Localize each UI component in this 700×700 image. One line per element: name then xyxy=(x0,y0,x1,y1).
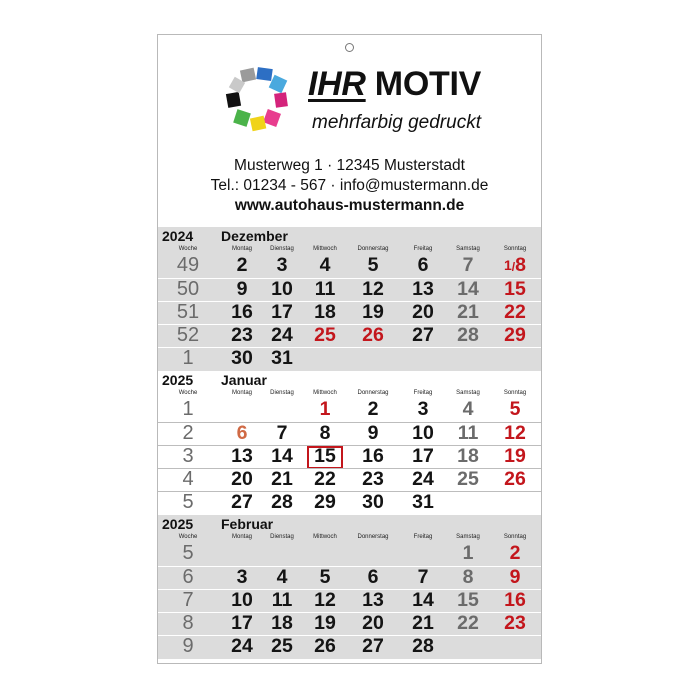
advertising-header xyxy=(158,35,541,227)
wall-calendar xyxy=(157,34,542,664)
week-row xyxy=(158,445,541,469)
day-number: 17 xyxy=(412,445,434,467)
day-number: 22 xyxy=(457,612,479,634)
day-number: 6 xyxy=(417,254,429,276)
day-number: 26 xyxy=(362,324,384,346)
day-number: 8 xyxy=(319,422,331,444)
week-number: 2 xyxy=(182,422,194,444)
day-number: 3 xyxy=(236,566,248,588)
day-number: 5 xyxy=(367,254,379,276)
week-number: 8 xyxy=(182,612,194,634)
week-number: 4 xyxy=(182,468,194,490)
day-number: 13 xyxy=(362,589,384,611)
day-number: 2 xyxy=(236,254,248,276)
year-label: 2025 xyxy=(162,372,194,388)
week-number: 5 xyxy=(182,542,194,564)
website-link[interactable]: www.autohaus-mustermann.de xyxy=(234,197,465,214)
day-number: 11 xyxy=(457,422,479,444)
day-number: 21 xyxy=(412,612,434,634)
week-row xyxy=(158,324,541,348)
day-number: 28 xyxy=(412,635,434,657)
day-number: 9 xyxy=(509,566,521,588)
year-label: 2024 xyxy=(162,228,194,244)
weekday-header: Woche xyxy=(178,246,198,252)
day-number: 1 xyxy=(462,542,474,564)
contact-line: Tel.: 01234 - 567 · info@mustermann.de xyxy=(210,177,489,194)
week-number: 5 xyxy=(182,491,194,513)
day-number: $^1$/8 xyxy=(504,254,526,276)
day-number: 24 xyxy=(412,468,434,490)
day-number: 27 xyxy=(231,491,253,513)
day-number: 5 xyxy=(509,398,521,420)
day-number: 6 xyxy=(367,566,379,588)
day-number: 3 xyxy=(417,398,429,420)
week-number: 51 xyxy=(176,301,200,323)
day-number: 8 xyxy=(462,566,474,588)
day-number: 20 xyxy=(412,301,434,323)
logo-subtitle: mehrfarbig gedruckt xyxy=(312,112,481,133)
weekday-header: Montag xyxy=(231,390,253,396)
day-number: 9 xyxy=(367,422,379,444)
day-number: 18 xyxy=(271,612,293,634)
day-number: 3 xyxy=(276,254,288,276)
day-number: 14 xyxy=(457,278,479,300)
day-number: 30 xyxy=(231,347,253,369)
weekday-header: Freitag xyxy=(413,534,433,540)
day-number: 7 xyxy=(417,566,429,588)
week-row xyxy=(158,255,541,278)
day-number: 11 xyxy=(314,278,336,300)
day-number: 18 xyxy=(314,301,336,323)
day-number: 4 xyxy=(276,566,288,588)
day-number: 7 xyxy=(462,254,474,276)
weekday-header: Dienstag xyxy=(270,246,294,252)
weekday-header: Freitag xyxy=(413,246,433,252)
weekday-header: Mittwoch xyxy=(313,390,337,396)
year-label: 2025 xyxy=(162,516,194,532)
month-name: Februar xyxy=(221,516,274,532)
week-row xyxy=(158,589,541,613)
day-number: 5 xyxy=(319,566,331,588)
day-number: 16 xyxy=(504,589,526,611)
day-number: 31 xyxy=(271,347,293,369)
day-number: 25 xyxy=(314,324,336,346)
today-marker xyxy=(307,446,343,469)
day-number: 19 xyxy=(362,301,384,323)
weekday-header: Montag xyxy=(231,534,253,540)
month-name: Januar xyxy=(221,372,267,388)
week-number: 3 xyxy=(182,445,194,467)
day-number: 15 xyxy=(504,278,526,300)
day-number: 7 xyxy=(276,422,288,444)
day-number: 1 xyxy=(319,398,331,420)
logo-title-em: IHR xyxy=(308,65,366,103)
day-number: 22 xyxy=(504,301,526,323)
day-number: 4 xyxy=(462,398,474,420)
week-row xyxy=(158,399,541,422)
weekday-header: Sonntag xyxy=(503,390,527,396)
day-number: 24 xyxy=(271,324,293,346)
day-number: 15 xyxy=(314,445,336,467)
month-block xyxy=(158,371,541,515)
day-number: 28 xyxy=(457,324,479,346)
day-number: 27 xyxy=(362,635,384,657)
day-number: 27 xyxy=(412,324,434,346)
weekday-header: Donnerstag xyxy=(357,534,389,540)
day-number: 10 xyxy=(231,589,253,611)
weekday-header: Dienstag xyxy=(270,390,294,396)
weekday-header: Donnerstag xyxy=(357,390,389,396)
day-number: 17 xyxy=(231,612,253,634)
weekday-header: Mittwoch xyxy=(313,246,337,252)
month-block xyxy=(158,515,541,659)
day-number: 24 xyxy=(231,635,253,657)
day-number: 21 xyxy=(271,468,293,490)
logo-icon xyxy=(225,67,289,133)
day-number: 12 xyxy=(504,422,526,444)
week-row xyxy=(158,278,541,302)
logo-title xyxy=(308,65,481,104)
weekday-header: Dienstag xyxy=(270,534,294,540)
day-number: 16 xyxy=(362,445,384,467)
weekday-header: Samstag xyxy=(456,534,480,540)
day-number: 16 xyxy=(231,301,253,323)
week-number: 9 xyxy=(182,635,194,657)
month-name: Dezember xyxy=(221,228,288,244)
day-number: 10 xyxy=(271,278,293,300)
day-number: 20 xyxy=(362,612,384,634)
address-line: Musterweg 1 · 12345 Musterstadt xyxy=(234,157,465,174)
day-number: 13 xyxy=(412,278,434,300)
day-number: 20 xyxy=(231,468,253,490)
day-number: 13 xyxy=(231,445,253,467)
weekday-header: Mittwoch xyxy=(313,534,337,540)
weekday-header: Sonntag xyxy=(503,534,527,540)
week-row xyxy=(158,635,541,659)
day-number: 17 xyxy=(271,301,293,323)
weekday-header: Montag xyxy=(231,246,253,252)
day-number: 25 xyxy=(457,468,479,490)
week-row xyxy=(158,301,541,325)
week-row xyxy=(158,543,541,566)
week-row xyxy=(158,347,541,371)
week-row xyxy=(158,566,541,590)
day-number: 19 xyxy=(314,612,336,634)
day-number: 14 xyxy=(271,445,293,467)
day-number: 23 xyxy=(231,324,253,346)
day-number: 31 xyxy=(412,491,434,513)
logo-title-rest: MOTIV xyxy=(365,65,481,103)
day-number: 2 xyxy=(509,542,521,564)
day-number: 14 xyxy=(412,589,434,611)
day-number: 10 xyxy=(412,422,434,444)
month-header xyxy=(158,227,541,255)
day-number: 28 xyxy=(271,491,293,513)
week-number: 6 xyxy=(182,566,194,588)
day-number: 26 xyxy=(504,468,526,490)
day-number: 29 xyxy=(314,491,336,513)
day-number: 12 xyxy=(362,278,384,300)
week-number: 1 xyxy=(182,398,194,420)
weekday-header: Sonntag xyxy=(503,246,527,252)
day-number: 6 xyxy=(236,422,248,444)
day-number: 22 xyxy=(314,468,336,490)
week-row xyxy=(158,612,541,636)
month-block xyxy=(158,227,541,371)
week-number: 50 xyxy=(176,278,200,300)
day-number: 11 xyxy=(271,589,293,611)
week-number: 1 xyxy=(182,347,194,369)
day-number: 9 xyxy=(236,278,248,300)
weekday-header: Samstag xyxy=(456,246,480,252)
month-header xyxy=(158,371,541,399)
weekday-header: Freitag xyxy=(413,390,433,396)
day-number: 12 xyxy=(314,589,336,611)
day-number: 25 xyxy=(271,635,293,657)
week-row xyxy=(158,468,541,492)
day-number: 2 xyxy=(367,398,379,420)
weekday-header: Woche xyxy=(178,390,198,396)
day-number: 18 xyxy=(457,445,479,467)
week-number: 49 xyxy=(176,254,200,276)
week-row xyxy=(158,491,541,515)
weekday-header: Samstag xyxy=(456,390,480,396)
month-header xyxy=(158,515,541,543)
week-number: 52 xyxy=(176,324,200,346)
day-number: 23 xyxy=(504,612,526,634)
day-number: 21 xyxy=(457,301,479,323)
day-number: 29 xyxy=(504,324,526,346)
weekday-header: Donnerstag xyxy=(357,246,389,252)
week-row xyxy=(158,422,541,446)
weekday-header: Woche xyxy=(178,534,198,540)
day-number: 30 xyxy=(362,491,384,513)
day-number: 23 xyxy=(362,468,384,490)
day-number: 4 xyxy=(319,254,331,276)
week-number: 7 xyxy=(182,589,194,611)
day-number: 15 xyxy=(457,589,479,611)
day-number: 26 xyxy=(314,635,336,657)
day-number: 19 xyxy=(504,445,526,467)
